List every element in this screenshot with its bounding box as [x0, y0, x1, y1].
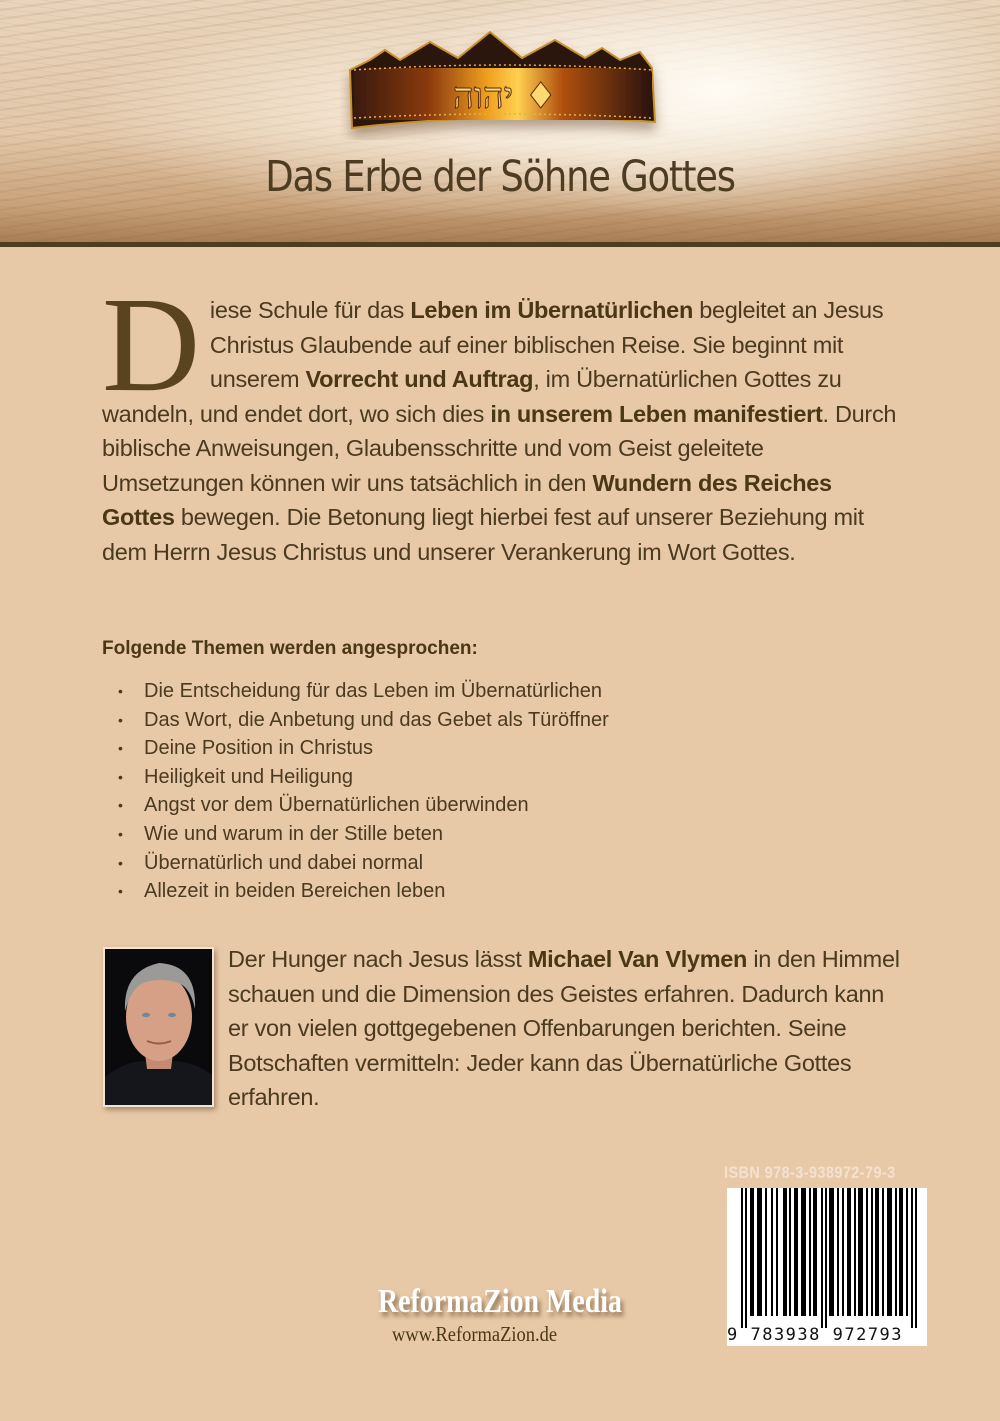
topics-list: [118, 677, 609, 906]
topic-label: Wie und warum in der Stille beten: [144, 822, 444, 845]
topic-label: Übernatürlich und dabei normal: [144, 851, 424, 874]
author-photo: [103, 947, 214, 1107]
list-item: [118, 849, 609, 878]
author-name: Michael Van Vlymen: [527, 946, 748, 972]
intro-text: bewegen. Die Betonung liegt hierbei fest auf unserer Beziehung mit dem Herrn Jesus Christus und unserer Verankerung im Wort Gottes.: [102, 504, 864, 565]
banner-divider: [0, 242, 1000, 247]
topic-label: Heiligkeit und Heiligung: [144, 765, 354, 788]
bio-text: Der Hunger nach Jesus lässt: [228, 946, 528, 972]
bullet-icon: •: [118, 768, 123, 785]
intro-emphasis: Leben im Übernatürlichen: [410, 297, 694, 323]
bullet-icon: •: [118, 825, 123, 842]
barcode: [727, 1188, 927, 1346]
list-item: [118, 706, 609, 735]
bio-text: in den Himmel schauen und die Dimension des Geistes erfahren. Dadurch kann er von vielen gottgegebenen Offenbarungen berichten. Seine Botschaften vermitteln: Jeder kann das Übernatürliche Gottes erfahren.: [228, 946, 900, 1110]
topic-label: Die Entscheidung für das Leben im Übernatürlichen: [144, 680, 603, 702]
bullet-icon: •: [118, 740, 123, 757]
list-item: [118, 820, 609, 849]
topic-label: Das Wort, die Anbetung und das Gebet als Türöffner: [144, 708, 609, 731]
header-banner: [0, 0, 1000, 242]
intro-emphasis: Wundern des Reiches Gottes: [102, 469, 832, 530]
bullet-icon: •: [118, 797, 123, 814]
isbn-label: ISBN 978-3-938972-79-3: [724, 1163, 896, 1182]
intro-text: . Durch biblische Anweisungen, Glaubensschritte und vom Geist geleitete Umsetzungen können wir uns tatsächlich in den: [102, 400, 897, 496]
list-item: [118, 877, 609, 906]
bullet-icon: •: [118, 854, 123, 871]
list-item: [118, 734, 609, 763]
intro-text: , im Übernatürlichen Gottes zu wandeln, und endet dort, wo sich dies: [102, 366, 842, 427]
intro-emphasis: in unserem Leben manifestiert: [490, 400, 823, 427]
topic-label: Deine Position in Christus: [144, 737, 373, 760]
intro-paragraph: [102, 270, 902, 569]
topic-label: Allezeit in beiden Bereichen leben: [144, 880, 446, 903]
bullet-icon: •: [118, 711, 123, 728]
author-bio: [228, 942, 908, 1115]
intro-emphasis: Vorrecht und Auftrag: [305, 366, 534, 392]
topic-label: Angst vor dem Übernatürlichen überwinden: [144, 794, 529, 817]
barcode-icon: [727, 1188, 927, 1328]
bullet-icon: •: [118, 683, 123, 699]
intro-text: iese Schule für das: [209, 297, 411, 323]
barcode-digits: 9 783938 972793: [727, 1325, 904, 1345]
list-item: [118, 791, 609, 820]
intro-text: begleitet an Jesus Christus Glaubende auf einer biblischen Reise. Sie beginnt mit unserem: [209, 297, 884, 392]
publisher-website[interactable]: www.ReformaZion.de: [392, 1322, 558, 1346]
publisher-name: ReformaZion Media: [378, 1283, 622, 1320]
list-item: [118, 763, 609, 792]
crown-icon: [340, 30, 670, 140]
drop-cap: D: [102, 270, 200, 420]
book-title: Das Erbe der Söhne Gottes: [265, 152, 735, 202]
bullet-icon: •: [118, 883, 123, 900]
svg-text:יהוה ♦: יהוה ♦: [453, 76, 557, 117]
topics-heading: Folgende Themen werden angesprochen:: [102, 638, 478, 659]
author-portrait-icon: [105, 949, 212, 1105]
list-item: [118, 677, 609, 706]
